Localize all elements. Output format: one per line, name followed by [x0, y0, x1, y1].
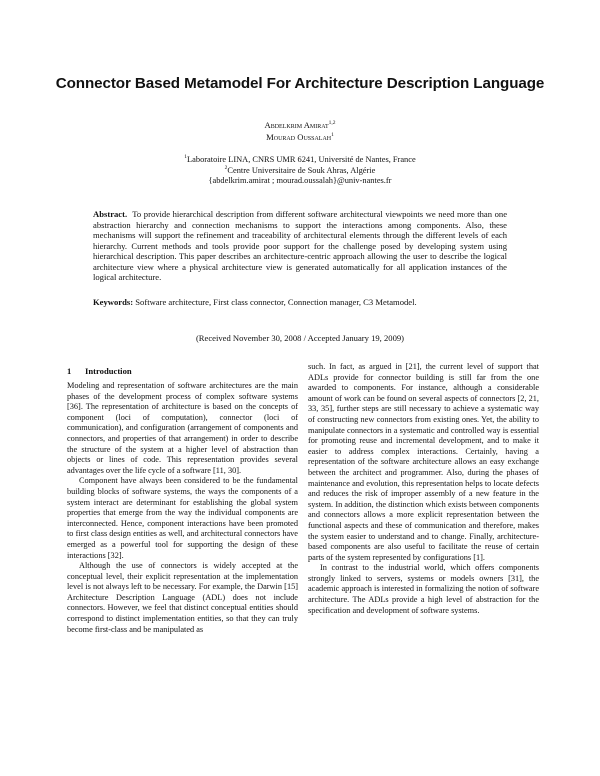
abstract [93, 209, 507, 283]
keywords-text: Software architecture, First class connector, Connection manager, C3 Metamodel. [135, 297, 417, 307]
paragraph: such. In fact, as argued in [21], the current level of support that ADLs provide for connector building is still far from the one awarded to components. For instance, although a considerable amount of work can be found on several aspects of connectors [2, 21, 33, 35], further steps are still necessary to achieve a systematic way of constructing new connectors from existing ones. Yet, the ability to manipulate connectors in a systematic and controlled way is essential for promoting reuse and incremental development, and to make it easier to address complex interactions. Certainly, having a representation of the software architecture allows an easy exchange between the architect and programmer. Also, during the phases of maintenance and evolution, this representation helps to locate defects and reduces the risk of improper assembly of a new feature in the system. In addition, the distinction which exists between components and connectors allows a more explicit representation between the functional aspects and these of communication and therefore, makes the system easier to understand and to change. Finally, architecture-based components are also useful to facilitate the reuse of certain parts of the system represented by configurations [1]. [308, 362, 539, 562]
affiliation-line [100, 155, 500, 166]
keywords [93, 297, 507, 308]
affiliation-sup: 1 [184, 154, 188, 161]
received-dates: (Received November 30, 2008 / Accepted January 19, 2009) [195, 333, 405, 343]
section-title: Introduction [85, 366, 132, 376]
paragraph: In contrast to the industrial world, which offers components strongly linked to servers, systems or models owners [31], the academic approach is interested in formalizing the notion of software architecture. The ADLs provide a high level of abstraction for the specification and development of software systems. [308, 563, 539, 615]
section-number: 1 [67, 366, 72, 376]
affiliations [100, 155, 500, 187]
affiliation-line [100, 166, 500, 177]
author-list [100, 119, 500, 143]
author-emails: {abdelkrim.amirat ; mourad.oussalah}@univ-nantes.fr [208, 176, 392, 185]
paragraph: Although the use of connectors is widely accepted at the conceptual level, their explicit representation at the implementation level is not always left to be necessary. For example, the Darwin [15] Architecture Description Language (ADL) does not include connectors. However, we feel that distinct conceptual entities should correspond to distinct implementation entities, so that they can truly become first-class and be manipulated as [67, 561, 298, 634]
paragraph: Component have always been considered to be the fundamental building blocks of software systems, the ways the components of a system interact are determinant for establishing the global system properties that emerge from the way the individual components are interconnected. Hence, component interactions have been promoted to first class design entities as well, and architectural connectors have emerged as a powerful tool for supporting the design of these interactions [32]. [67, 476, 298, 560]
keywords-label: Keywords: [93, 297, 134, 307]
paper-title: Connector Based Metamodel For Architecture Description Language [55, 75, 545, 92]
paragraph: Modeling and representation of software architectures are the main phases of the development process of complex software systems [36]. The representation of architecture is based on the concepts of component (loci of computation), connector (loci of communication), and configuration (arrangement of components and connectors, and properties of that arrangement) in order to describe the structure of the system at a higher level of abstraction than objects or lines of code. This representation provides several advantages over the life cycle of a software [11, 30]. [67, 381, 298, 475]
affiliation-sup: 2 [224, 164, 228, 171]
author-name: Mourad Oussalah [266, 132, 332, 142]
abstract-text: To provide hierarchical description from different software architectural viewpoints we need more than one abstraction hierarchy and connection mechanisms to support the interactions among components. Also, these mechanisms will support the refinement and traceability of architectural elements through the different levels of each hierarchy. Current methods and tools provide poor support for the challenge posed by developing system using hierarchical description. This paper describes an architecture-centric approach allowing the user to describe the logical architecture view where a physical architecture view is generated automatically for all application instances of the logical architecture. [93, 209, 508, 282]
right-column [308, 362, 539, 616]
author-affil-sup: 1,2 [328, 120, 336, 127]
affiliation-text: Centre Universitaire de Souk Ahras, Algérie [227, 165, 376, 175]
author-name: Abdelkrim Amirat [264, 120, 329, 130]
section-heading [67, 366, 287, 376]
affiliation-text: Laboratoire LINA, CNRS UMR 6241, Université de Nantes, France [187, 155, 416, 164]
author-affil-sup: 1 [331, 132, 334, 139]
left-column [67, 381, 298, 635]
abstract-label: Abstract. [93, 209, 128, 219]
author-line [100, 119, 500, 131]
author-line [100, 131, 500, 143]
